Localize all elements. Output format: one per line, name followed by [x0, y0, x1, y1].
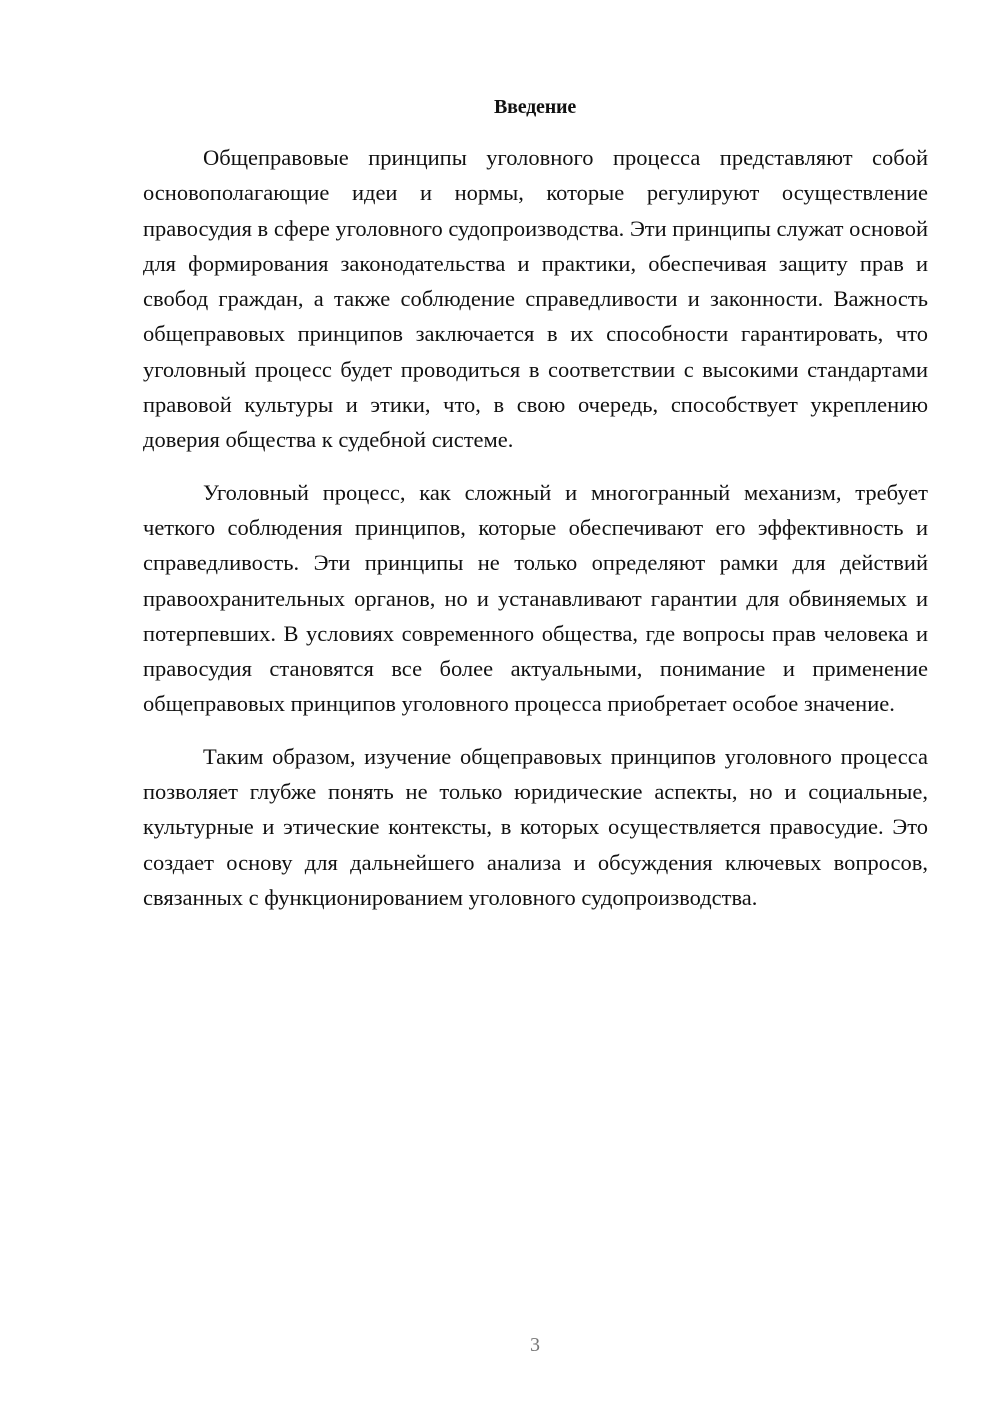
document-body — [143, 140, 928, 932]
paragraph-3: Таким образом, изучение общеправовых принципов уголовного процесса позволяет глубже понять не только юридические аспекты, но и социальные, культурные и этические контексты, в которых осуществляется правосудие. Это создает основу для дальнейшего анализа и обсуждения ключевых вопросов, связанных с функционированием уголовного судопроизводства. — [143, 743, 928, 910]
paragraph-2: Уголовный процесс, как сложный и многогранный механизм, требует четкого соблюдения принципов, которые обеспечивают его эффективность и справедливость. Эти принципы не только определяют рамки для действий правоохранительных органов, но и устанавливают гарантии для обвиняемых и потерпевших. В условиях современного общества, где вопросы прав человека и правосудия становятся все более актуальными, понимание и применение общеправовых принципов уголовного процесса приобретает особое значение. — [143, 479, 928, 717]
section-title: Введение — [493, 96, 577, 118]
paragraph-1: Общеправовые принципы уголовного процесса представляют собой основополагающие идеи и нормы, которые регулируют осуществление правосудия в сфере уголовного судопроизводства. Эти принципы служат основой для формирования законодательства и практики, обеспечивая защиту прав и свобод граждан, а также соблюдение справедливости и законности. Важность общеправовых принципов заключается в их способности гарантировать, что уголовный процесс будет проводиться в соответствии с высокими стандартами правовой культуры и этики, что, в свою очередь, способствует укреплению доверия общества к судебной системе. — [143, 145, 928, 453]
page-number: 3 — [530, 1334, 540, 1356]
